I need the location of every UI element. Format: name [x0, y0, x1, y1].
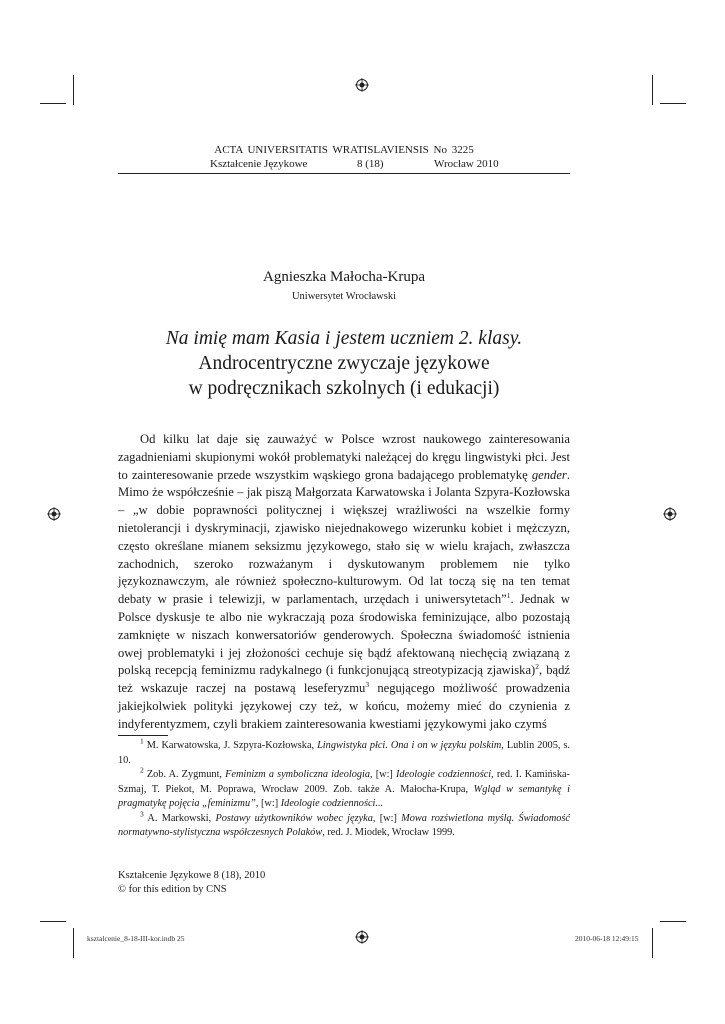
crop-mark [660, 103, 686, 104]
journal-header: ACTA UNIVERSITATIS WRATISLAVIENSIS No 3225 [214, 144, 474, 156]
registration-mark-icon [663, 507, 677, 521]
footnotes [118, 736, 570, 841]
crop-mark [73, 75, 74, 105]
registration-mark-icon [47, 507, 61, 521]
title-line-1: Na imię mam Kasia i jestem uczniem 2. klasy. [165, 328, 523, 349]
paragraph: Od kilku lat daje się zauważyć w Polsce wzrost naukowego zainteresowania zagadnieniami skupionymi wokół problematyki należącej do kręgu lingwistyki płci. Jest to zainteresowanie przede wszystkim wąskiego grona badającego problematykę gender. Mimo że współcześnie – jak piszą Małgorzata Karwatowska i Jolanta Szpyra-Kozłowska – „w dobie poprawności politycznej i większej wrażliwości na wszelkie formy nietolerancji i dyskryminacji, zjawisko niejednakowego wizerunku kobiet i mężczyzn, często określane mianem seksizmu językowego, stało się w wielu krajach, zwłaszcza zachodnich, szeroko rozważanym i dyskutowanym problemem nie tylko językoznawczym, ale również społeczno-kulturowym. Od lat toczą się na ten temat debaty w prasie i telewizji, w parlamentach, urzędach i uniwersytetach”$^1$. Jednak w Polsce dyskusje te albo nie wykraczają poza środowiska feminizujące, albo pozostają zamknięte w niszach konwersatoriów genderowych. Społeczna świadomość istnienia owej problematyki i jej złożoności cechuje się bądź afektowaną niechęcią związaną z polską recepcją feminizmu radykalnego (i funkcjonującą streotypizacją zjawiska)$^2$, bądź też wskazuje raczej na postawą leseferyzmu$^3$ negującego możliwość prowadzenia jakiejkolwiek polityki językowej czy też, w końcu, możemy mieć do czynienia z indyferentyzmem, czyli brakiem zainteresowania kwestiami językowymi jako czymś [118, 432, 570, 731]
title-line-2: Androcentryczne zwyczaje językowe [198, 353, 490, 374]
crop-mark [652, 75, 653, 105]
crop-mark [40, 921, 66, 922]
author-name: Agnieszka Małocha-Krupa [262, 269, 426, 285]
footnote-ref: 2 [535, 662, 539, 672]
registration-mark-icon [355, 930, 369, 944]
series-name: Kształcenie Językowe [210, 158, 308, 170]
place-year: Wrocław 2010 [434, 158, 499, 170]
title-line-3: w podręcznikach szkolnych (i edukacji) [188, 378, 500, 399]
footnote: $^2$ Zob. A. Zygmunt, Feminizm a symboliczna ideologia, [w:] Ideologie codzienności, red. I. Kamińska-Szmaj, T. Piekot, M. Poprawa, Wrocław 2009. Zob. także A. Małocha-Krupa, Wgląd w semantykę i pragmatykę pojęcia „feminizmu”, [w:] Ideologie codzienności... [118, 765, 570, 809]
crop-mark [40, 103, 66, 104]
term-gender: gender [531, 467, 567, 482]
footnote-ref: 1 [506, 590, 511, 600]
slug-filename: ksztalcenie_8-18-III-kor.indb 25 [87, 934, 185, 943]
slug-timestamp: 2010-06-18 12:49:15 [575, 934, 639, 943]
crop-mark [73, 928, 74, 958]
footer-copyright: © for this edition by CNS [118, 883, 227, 895]
crop-mark [652, 928, 653, 958]
crop-mark [660, 921, 686, 922]
registration-mark-icon [355, 78, 369, 92]
footnote: $^3$ A. Markowski, Postawy użytkowników wobec języka, [w:] Mowa rozświetlona myślą. Świadomość normatywno-stylistyczna współczesnych Polaków, red. J. Miodek, Wrocław 1999. [118, 809, 570, 838]
footnote-ref: 3 [365, 679, 370, 689]
header-rule [118, 173, 570, 174]
author-affiliation: Uniwersytet Wrocławski [291, 291, 397, 302]
footer-citation: Kształcenie Językowe 8 (18), 2010 [118, 870, 266, 881]
article-title [118, 326, 570, 401]
footnote: $^1$ M. Karwatowska, J. Szpyra-Kozłowska, Lingwistyka płci. Ona i on w języku polskim, Lublin 2005, s. 10. [118, 736, 570, 766]
body-text [118, 431, 570, 734]
copyright-block [118, 869, 265, 896]
volume-number: 8 (18) [357, 158, 384, 170]
